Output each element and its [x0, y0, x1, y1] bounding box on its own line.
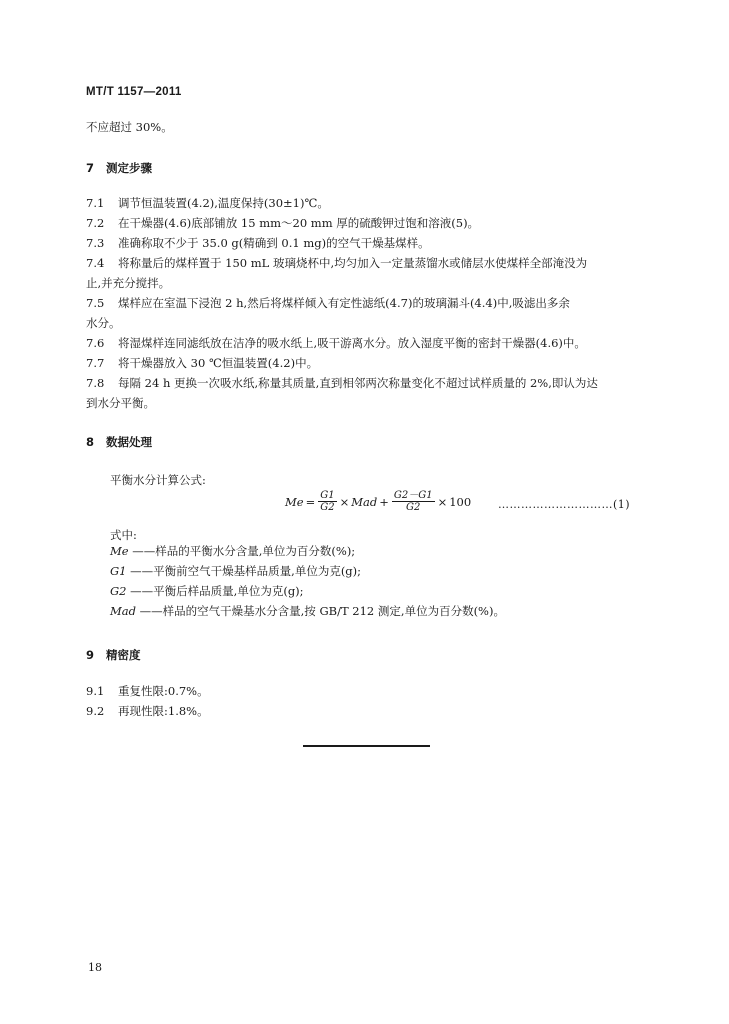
- variable-symbol: Me: [110, 544, 129, 558]
- equation-leader: [498, 498, 630, 511]
- item-text: 准确称取不少于 35.0 g(精确到 0.1 mg)的空气干燥基煤样。: [118, 236, 430, 250]
- item-number: 7.3: [86, 236, 105, 250]
- variable-definition: [110, 561, 505, 581]
- item-text: 调节恒温装置(4.2),温度保持(30±1)℃。: [118, 196, 329, 210]
- item-number: 7.5: [86, 296, 105, 310]
- variable-definition: [110, 601, 505, 621]
- item-number: 7.7: [86, 356, 105, 370]
- variable-description: ——样品的平衡水分含量,单位为百分数(%);: [132, 544, 356, 558]
- list-item: [86, 333, 646, 353]
- variable-symbol: Mad: [110, 604, 136, 618]
- variable-definition: [110, 541, 505, 561]
- item-number: 9.1: [86, 684, 105, 698]
- item-number: 7.4: [86, 256, 105, 270]
- list-item-continuation: 到水分平衡。: [86, 396, 155, 410]
- item-number: 7.6: [86, 336, 105, 350]
- item-text: 将称量后的煤样置于 150 mL 玻璃烧杯中,均匀加入一定量蒸馏水或储层水使煤样全部淹没为: [118, 256, 588, 270]
- list-item: [86, 353, 646, 373]
- list-item: [86, 213, 646, 233]
- variable-definition: [110, 581, 505, 601]
- section-9-items: [86, 681, 209, 721]
- formula: [285, 490, 471, 513]
- item-text: 在干燥器(4.6)底部铺放 15 mm～20 mm 厚的硫酸钾过饱和溶液(5)。: [118, 216, 480, 230]
- section-title: 测定步骤: [106, 161, 152, 175]
- equation-number: (1): [613, 498, 631, 511]
- carryover-text: 不应超过 30%。: [86, 120, 173, 134]
- list-item: [86, 681, 209, 701]
- where-label: 式中:: [110, 528, 137, 542]
- page-number: 18: [88, 961, 102, 974]
- times-sign: ×: [339, 494, 350, 509]
- end-rule: [303, 745, 430, 747]
- item-text: 将湿煤样连同滤纸放在洁净的吸水纸上,吸干游离水分。放入湿度平衡的密封干燥器(4.6)中。: [118, 336, 586, 350]
- plus-sign: +: [379, 494, 389, 509]
- list-item-continuation: 水分。: [86, 316, 121, 330]
- section-9-heading: [86, 647, 141, 663]
- list-item: [86, 253, 646, 273]
- variable-list: [110, 541, 505, 621]
- item-text: 将干燥器放入 30 ℃恒温装置(4.2)中。: [118, 356, 319, 370]
- denominator: G2: [320, 502, 335, 513]
- section-number: 7: [86, 161, 95, 175]
- variable-symbol: G2: [110, 584, 127, 598]
- section-number: 9: [86, 648, 95, 662]
- formula-intro: 平衡水分计算公式:: [110, 473, 206, 487]
- formula-equals: =: [305, 494, 316, 509]
- section-number: 8: [86, 435, 95, 449]
- formula-constant: 100: [449, 494, 472, 509]
- denominator: G2: [406, 502, 421, 513]
- section-8-heading: [86, 434, 152, 450]
- fraction: [318, 490, 336, 513]
- standard-code: MT/T 1157—2011: [86, 86, 182, 98]
- formula-lhs: Me: [285, 494, 304, 509]
- leader-dots: …………………………: [498, 498, 613, 511]
- variable-description: ——平衡后样品质量,单位为克(g);: [130, 584, 304, 598]
- item-text: 再现性限:1.8%。: [118, 704, 209, 718]
- item-number: 7.8: [86, 376, 105, 390]
- formula-mad: Mad: [351, 494, 378, 509]
- list-item: [86, 233, 646, 253]
- item-number: 9.2: [86, 704, 105, 718]
- variable-description: ——样品的空气干燥基水分含量,按 GB/T 212 测定,单位为百分数(%)。: [139, 604, 505, 618]
- numerator: G2－G1: [393, 490, 433, 501]
- section-title: 精密度: [106, 648, 141, 662]
- item-text: 每隔 24 h 更换一次吸水纸,称量其质量,直到相邻两次称量变化不超过试样质量的 2%,即认为达: [118, 376, 598, 390]
- times-sign: ×: [437, 494, 448, 509]
- section-title: 数据处理: [106, 435, 152, 449]
- list-item: [86, 373, 646, 393]
- variable-description: ——平衡前空气干燥基样品质量,单位为克(g);: [130, 564, 362, 578]
- list-item: [86, 193, 646, 213]
- fraction: [392, 490, 435, 513]
- item-number: 7.1: [86, 196, 105, 210]
- list-item: [86, 293, 646, 313]
- item-text: 重复性限:0.7%。: [118, 684, 209, 698]
- list-item: [86, 701, 209, 721]
- variable-symbol: G1: [110, 564, 127, 578]
- item-text: 煤样应在室温下浸泡 2 h,然后将煤样倾入有定性滤纸(4.7)的玻璃漏斗(4.4)中,吸滤出多余: [118, 296, 570, 310]
- numerator: G1: [320, 490, 335, 501]
- section-7-heading: [86, 160, 152, 176]
- item-number: 7.2: [86, 216, 105, 230]
- list-item-continuation: 止,并充分搅拌。: [86, 276, 171, 290]
- section-7-items: [86, 193, 646, 413]
